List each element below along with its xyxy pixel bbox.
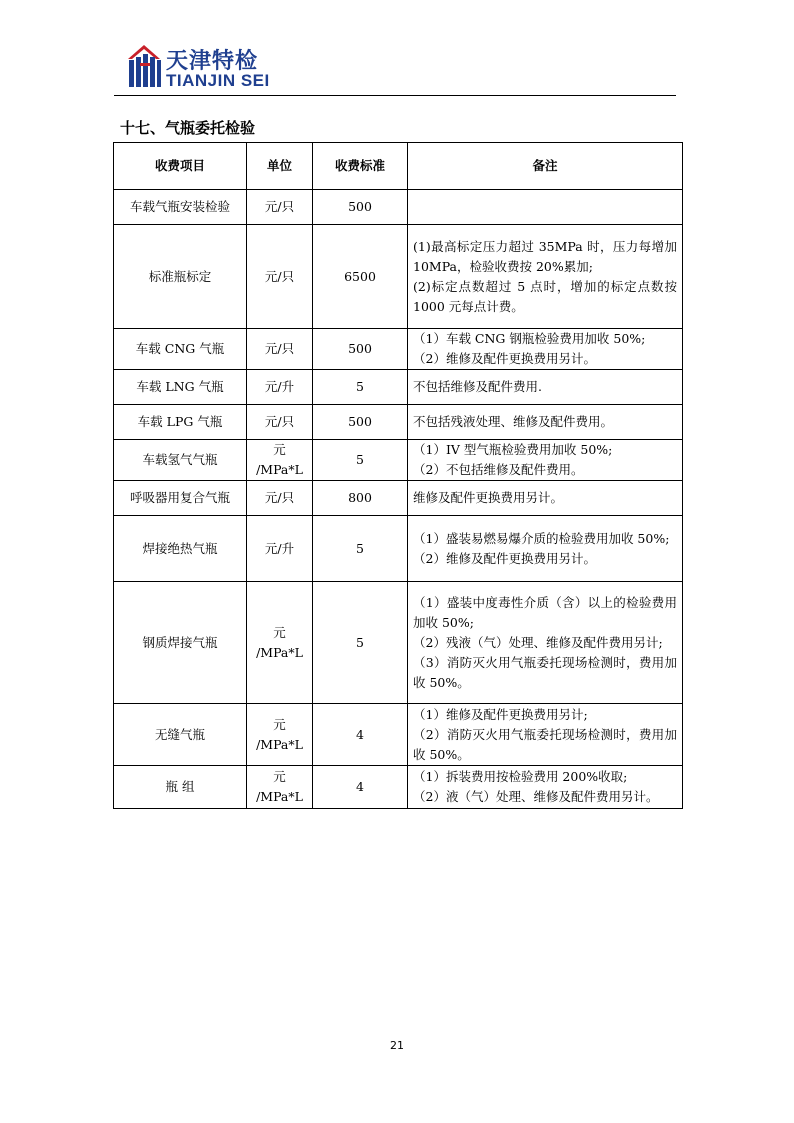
column-header-item: 收费项目 (114, 143, 247, 190)
note-line: 不包括残液处理、维修及配件费用。 (413, 414, 614, 429)
page-number: 21 (390, 1039, 404, 1052)
table-row (114, 370, 683, 405)
note-line: （3）消防灭火用气瓶委托现场检测时，费用加收 50%。 (413, 654, 677, 690)
cell-fee: 5 (313, 370, 408, 405)
table-row (114, 225, 683, 329)
note-line: （1）拆装费用按检验费用 200%收取; (413, 769, 628, 784)
table-row (114, 582, 683, 704)
cell-item: 车载气瓶安装检验 (114, 190, 247, 225)
unit-line: 元/升 (264, 540, 295, 556)
table-header-row (114, 143, 683, 190)
note-line: （2）不包括维修及配件费用。 (413, 462, 584, 477)
cell-notes (408, 329, 683, 370)
note-line: （2）消防灭火用气瓶委托现场检测时，费用加收 50%。 (413, 726, 677, 762)
note-line: （1）IV 型气瓶检验费用加收 50%; (413, 442, 613, 457)
note-line: （1）盛装易燃易爆介质的检验费用加收 50%; (413, 530, 670, 546)
unit-line: 元/升 (264, 379, 295, 394)
cell-notes (408, 370, 683, 405)
table-row (114, 329, 683, 370)
logo-text-en: TIANJIN SEI (166, 71, 270, 90)
table-row (114, 440, 683, 481)
cell-item: 无缝气瓶 (114, 704, 247, 766)
cell-unit (247, 329, 313, 370)
cell-fee: 5 (313, 440, 408, 481)
column-header-unit: 单位 (247, 143, 313, 190)
table-row (114, 766, 683, 809)
cell-unit (247, 704, 313, 766)
cell-notes (408, 766, 683, 809)
note-line: （2）残液（气）处理、维修及配件费用另计; (413, 634, 663, 650)
cell-notes (408, 405, 683, 440)
cell-item: 焊接绝热气瓶 (114, 516, 247, 582)
table-row (114, 405, 683, 440)
cell-fee: 500 (313, 329, 408, 370)
unit-line: 元/只 (264, 199, 295, 214)
cell-unit (247, 440, 313, 481)
table-row (114, 190, 683, 225)
note-line: （1）车载 CNG 钢瓶检验费用加收 50%; (413, 331, 646, 346)
note-line: （1）盛装中度毒性介质（含）以上的检验费用加收 50%; (413, 594, 677, 630)
cell-notes (408, 190, 683, 225)
tianjin-sei-logo-icon (126, 43, 162, 89)
note-line: 不包括维修及配件费用. (413, 379, 542, 394)
unit-line: 元 (273, 442, 286, 457)
cell-item: 车载氢气气瓶 (114, 440, 247, 481)
cell-item: 呼吸器用复合气瓶 (114, 481, 247, 516)
fee-table (113, 142, 683, 809)
cell-notes (408, 225, 683, 329)
note-line: 维修及配件更换费用另计。 (413, 490, 564, 505)
unit-line: /MPa*L (256, 644, 303, 660)
note-line: （1）维修及配件更换费用另计; (413, 706, 588, 722)
cell-fee: 4 (313, 766, 408, 809)
column-header-fee: 收费标准 (313, 143, 408, 190)
page-header (120, 40, 676, 96)
logo-text-cn: 天津特检 (166, 49, 259, 74)
cell-unit (247, 370, 313, 405)
cell-notes (408, 440, 683, 481)
note-line: （2）液（气）处理、维修及配件费用另计。 (413, 789, 659, 804)
table-row (114, 481, 683, 516)
table-row (114, 516, 683, 582)
cell-unit (247, 766, 313, 809)
cell-unit (247, 481, 313, 516)
unit-line: 元 (273, 716, 286, 732)
cell-fee: 4 (313, 704, 408, 766)
cell-item: 车载 LNG 气瓶 (114, 370, 247, 405)
cell-item: 车载 LPG 气瓶 (114, 405, 247, 440)
cell-fee: 800 (313, 481, 408, 516)
cell-notes (408, 704, 683, 766)
cell-fee: 500 (313, 405, 408, 440)
cell-item: 钢质焊接气瓶 (114, 582, 247, 704)
unit-line: 元 (273, 624, 286, 640)
cell-item: 车载 CNG 气瓶 (114, 329, 247, 370)
note-line: （2）维修及配件更换费用另计。 (413, 550, 596, 566)
section-title: 十七、气瓶委托检验 (120, 119, 256, 137)
unit-line: 元/只 (264, 268, 295, 284)
note-line: (1)最高标定压力超过 35MPa 时，压力每增加 10MPa，检验收费按 20%累加; (413, 238, 677, 274)
unit-line: /MPa*L (256, 462, 303, 477)
cell-notes (408, 582, 683, 704)
cell-unit (247, 190, 313, 225)
unit-line: 元 (273, 769, 286, 784)
unit-line: /MPa*L (256, 736, 303, 752)
cell-item: 标准瓶标定 (114, 225, 247, 329)
table-body (114, 190, 683, 809)
cell-fee: 6500 (313, 225, 408, 329)
unit-line: /MPa*L (256, 789, 303, 804)
cell-unit (247, 405, 313, 440)
table-row (114, 704, 683, 766)
note-line: （2）维修及配件更换费用另计。 (413, 351, 596, 366)
unit-line: 元/只 (264, 490, 295, 505)
cell-unit (247, 582, 313, 704)
unit-line: 元/只 (264, 341, 295, 356)
cell-notes (408, 481, 683, 516)
column-header-notes: 备注 (408, 143, 683, 190)
cell-fee: 5 (313, 582, 408, 704)
cell-unit (247, 225, 313, 329)
note-line: (2)标定点数超过 5 点时，增加的标定点数按 1000 元每点计费。 (413, 278, 677, 314)
cell-notes (408, 516, 683, 582)
cell-fee: 5 (313, 516, 408, 582)
cell-unit (247, 516, 313, 582)
cell-item: 瓶 组 (114, 766, 247, 809)
header-divider (114, 95, 676, 96)
cell-fee: 500 (313, 190, 408, 225)
unit-line: 元/只 (264, 414, 295, 429)
